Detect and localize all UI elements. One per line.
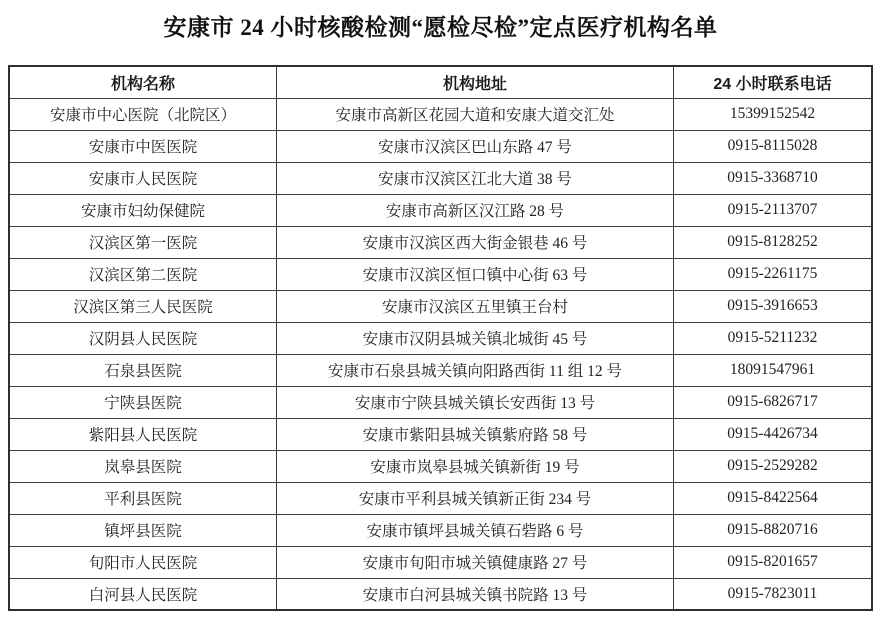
table-row bbox=[9, 450, 872, 482]
institution-address-cell: 安康市汉滨区巴山东路 47 号 bbox=[277, 130, 674, 162]
phone-cell: 0915-3368710 bbox=[673, 162, 872, 194]
institution-address-cell: 安康市汉滨区江北大道 38 号 bbox=[277, 162, 674, 194]
institution-address-cell: 安康市汉阴县城关镇北城街 45 号 bbox=[277, 322, 674, 354]
table-row bbox=[9, 290, 872, 322]
institution-address-cell: 安康市宁陕县城关镇长安西街 13 号 bbox=[277, 386, 674, 418]
institution-name-cell: 安康市中心医院（北院区） bbox=[9, 98, 277, 130]
phone-cell: 0915-6826717 bbox=[673, 386, 872, 418]
phone-cell: 18091547961 bbox=[673, 354, 872, 386]
institution-name-cell: 紫阳县人民医院 bbox=[9, 418, 277, 450]
institution-name-cell: 石泉县医院 bbox=[9, 354, 277, 386]
table-row bbox=[9, 194, 872, 226]
institution-address-cell: 安康市镇坪县城关镇石砦路 6 号 bbox=[277, 514, 674, 546]
table-row bbox=[9, 514, 872, 546]
phone-cell: 0915-8128252 bbox=[673, 226, 872, 258]
institution-name-cell: 汉滨区第三人民医院 bbox=[9, 290, 277, 322]
header-institution-address: 机构地址 bbox=[277, 66, 674, 98]
phone-cell: 15399152542 bbox=[673, 98, 872, 130]
table-row bbox=[9, 546, 872, 578]
page-title: 安康市 24 小时核酸检测“愿检尽检”定点医疗机构名单 bbox=[163, 15, 718, 40]
phone-cell: 0915-8201657 bbox=[673, 546, 872, 578]
institutions-table bbox=[8, 65, 873, 611]
institution-address-cell: 安康市岚皋县城关镇新街 19 号 bbox=[277, 450, 674, 482]
phone-cell: 0915-2113707 bbox=[673, 194, 872, 226]
institution-address-cell: 安康市旬阳市城关镇健康路 27 号 bbox=[277, 546, 674, 578]
phone-cell: 0915-3916653 bbox=[673, 290, 872, 322]
institution-name-cell: 汉滨区第二医院 bbox=[9, 258, 277, 290]
institution-name-cell: 岚皋县医院 bbox=[9, 450, 277, 482]
header-phone: 24 小时联系电话 bbox=[673, 66, 872, 98]
phone-cell: 0915-8422564 bbox=[673, 482, 872, 514]
institution-name-cell: 镇坪县医院 bbox=[9, 514, 277, 546]
header-row bbox=[9, 66, 872, 98]
institution-address-cell: 安康市高新区汉江路 28 号 bbox=[277, 194, 674, 226]
institution-name-cell: 白河县人民医院 bbox=[9, 578, 277, 610]
table-row bbox=[9, 578, 872, 610]
header-institution-name: 机构名称 bbox=[9, 66, 277, 98]
institution-address-cell: 安康市紫阳县城关镇紫府路 58 号 bbox=[277, 418, 674, 450]
institution-name-cell: 汉滨区第一医院 bbox=[9, 226, 277, 258]
institution-name-cell: 安康市人民医院 bbox=[9, 162, 277, 194]
institution-address-cell: 安康市白河县城关镇书院路 13 号 bbox=[277, 578, 674, 610]
institution-address-cell: 安康市汉滨区西大街金银巷 46 号 bbox=[277, 226, 674, 258]
institution-name-cell: 宁陕县医院 bbox=[9, 386, 277, 418]
table-row bbox=[9, 354, 872, 386]
institution-name-cell: 汉阴县人民医院 bbox=[9, 322, 277, 354]
phone-cell: 0915-7823011 bbox=[673, 578, 872, 610]
phone-cell: 0915-4426734 bbox=[673, 418, 872, 450]
table-row bbox=[9, 482, 872, 514]
phone-cell: 0915-5211232 bbox=[673, 322, 872, 354]
table-row bbox=[9, 226, 872, 258]
phone-cell: 0915-8115028 bbox=[673, 130, 872, 162]
phone-cell: 0915-2261175 bbox=[673, 258, 872, 290]
institution-name-cell: 安康市妇幼保健院 bbox=[9, 194, 277, 226]
phone-cell: 0915-8820716 bbox=[673, 514, 872, 546]
table-row bbox=[9, 130, 872, 162]
phone-cell: 0915-2529282 bbox=[673, 450, 872, 482]
table-body bbox=[9, 98, 872, 610]
table-row bbox=[9, 322, 872, 354]
table-row bbox=[9, 418, 872, 450]
institution-address-cell: 安康市平利县城关镇新正街 234 号 bbox=[277, 482, 674, 514]
institution-name-cell: 旬阳市人民医院 bbox=[9, 546, 277, 578]
institution-address-cell: 安康市汉滨区五里镇王台村 bbox=[277, 290, 674, 322]
table-row bbox=[9, 162, 872, 194]
table-row bbox=[9, 98, 872, 130]
document-page bbox=[0, 9, 881, 611]
table-row bbox=[9, 258, 872, 290]
table-row bbox=[9, 386, 872, 418]
institution-name-cell: 安康市中医医院 bbox=[9, 130, 277, 162]
institution-address-cell: 安康市石泉县城关镇向阳路西街 11 组 12 号 bbox=[277, 354, 674, 386]
institution-name-cell: 平利县医院 bbox=[9, 482, 277, 514]
institution-address-cell: 安康市汉滨区恒口镇中心街 63 号 bbox=[277, 258, 674, 290]
institution-address-cell: 安康市高新区花园大道和安康大道交汇处 bbox=[277, 98, 674, 130]
